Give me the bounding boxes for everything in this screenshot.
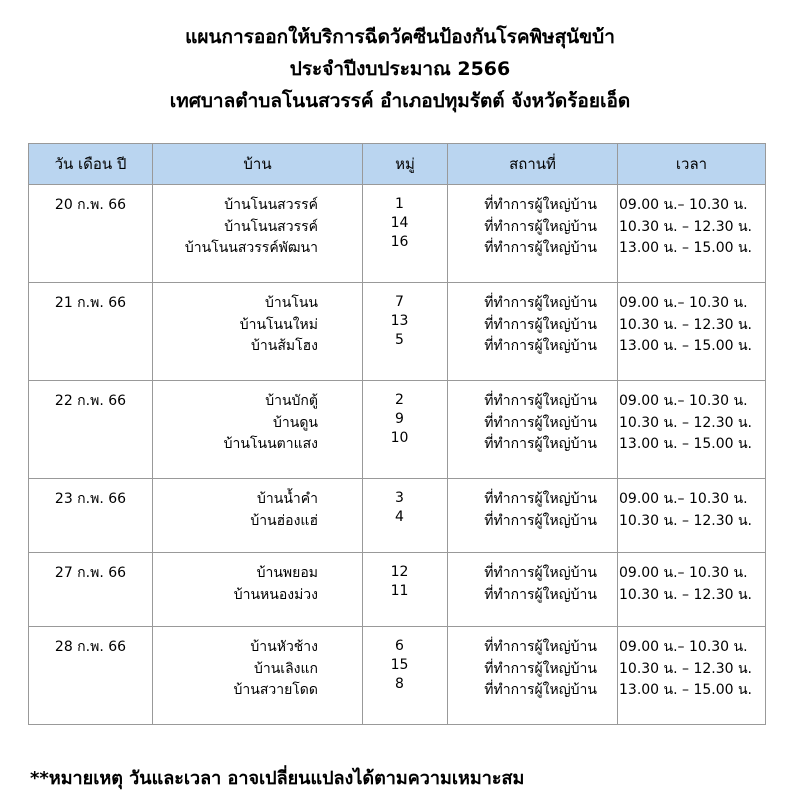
village-cell — [153, 185, 363, 283]
village-name: บ้านโนน — [265, 295, 318, 311]
moo-cell — [363, 479, 448, 553]
place-cell — [448, 381, 618, 479]
moo-number: 3 — [395, 490, 404, 506]
document-title: แผนการออกให้บริการฉีดวัคซีนป้องกันโรคพิษสุนัขบ้า — [185, 26, 615, 48]
place-name: ที่ทำการผู้ใหญ่บ้าน — [484, 639, 597, 655]
moo-number: 15 — [390, 657, 409, 673]
header-moo: หมู่ — [363, 144, 448, 185]
place-name: ที่ทำการผู้ใหญ่บ้าน — [484, 240, 597, 256]
village-name: บ้านหัวช้าง — [250, 639, 318, 655]
moo-number: 1 — [395, 196, 404, 212]
village-name: บ้านโนนตาแสง — [223, 436, 318, 452]
table-row — [29, 479, 766, 553]
time-range: 09.00 น.– 10.30 น. — [619, 197, 748, 213]
moo-number: 6 — [395, 638, 404, 654]
village-name: บ้านบักตู้ — [265, 393, 318, 409]
village-name: บ้านส้มโฮง — [251, 338, 318, 354]
date-text: 23 ก.พ. 66 — [54, 491, 127, 507]
time-range: 10.30 น. – 12.30 น. — [619, 414, 752, 431]
date-cell — [29, 381, 153, 479]
village-cell — [153, 381, 363, 479]
village-cell — [153, 627, 363, 725]
village-name: บ้านโนนสวรรค์ — [224, 218, 318, 235]
header-time: เวลา — [618, 144, 766, 185]
time-range: 10.30 น. – 12.30 น. — [619, 660, 752, 677]
table-row — [29, 553, 766, 627]
time-range: 09.00 น.– 10.30 น. — [619, 295, 748, 311]
time-range: 10.30 น. – 12.30 น. — [619, 586, 752, 603]
place-name: ที่ทำการผู้ใหญ่บ้าน — [484, 491, 597, 507]
date-cell — [29, 283, 153, 381]
village-name: บ้านน้ำคำ — [257, 491, 318, 507]
time-range: 09.00 น.– 10.30 น. — [619, 639, 748, 655]
village-name: บ้านฮ่องแฮ่ — [250, 512, 318, 529]
village-name: บ้านสวายโดด — [233, 682, 318, 698]
village-name: บ้านโนนสวรรค์ — [224, 197, 318, 213]
time-range: 13.00 น. – 15.00 น. — [619, 338, 752, 354]
table-row — [29, 381, 766, 479]
village-cell — [153, 283, 363, 381]
date-text: 22 ก.พ. 66 — [54, 393, 127, 409]
moo-cell — [363, 283, 448, 381]
moo-number: 11 — [390, 583, 409, 599]
remark-note: **หมายเหตุ วันและเวลา อาจเปลี่ยนแปลงได้ตามความเหมาะสม — [30, 768, 525, 789]
place-name: ที่ทำการผู้ใหญ่บ้าน — [484, 512, 597, 529]
date-cell — [29, 479, 153, 553]
moo-number: 13 — [390, 313, 409, 329]
date-text: 21 ก.พ. 66 — [54, 295, 127, 311]
village-cell — [153, 553, 363, 627]
place-name: ที่ทำการผู้ใหญ่บ้าน — [484, 414, 597, 431]
moo-number: 8 — [395, 676, 404, 692]
schedule-table — [28, 143, 766, 725]
time-range: 13.00 น. – 15.00 น. — [619, 436, 752, 452]
municipality-line: เทศบาลตำบลโนนสวรรค์ อำเภอปทุมรัตต์ จังหวัดร้อยเอ็ด — [169, 90, 631, 112]
time-cell — [618, 283, 766, 381]
time-range: 10.30 น. – 12.30 น. — [619, 218, 752, 235]
village-name: บ้านเลิงแก — [253, 660, 318, 677]
time-cell — [618, 479, 766, 553]
village-name: บ้านดูน — [273, 414, 318, 431]
moo-number: 5 — [395, 332, 404, 348]
place-name: ที่ทำการผู้ใหญ่บ้าน — [484, 338, 597, 354]
village-name: บ้านหนองม่วง — [233, 586, 318, 603]
fiscal-year-line: ประจำปีงบประมาณ 2566 — [289, 58, 511, 80]
time-range: 10.30 น. – 12.30 น. — [619, 512, 752, 529]
moo-number: 9 — [395, 411, 404, 427]
moo-cell — [363, 185, 448, 283]
village-name: บ้านโนนใหม่ — [239, 316, 318, 333]
place-name: ที่ทำการผู้ใหญ่บ้าน — [484, 295, 597, 311]
time-range: 09.00 น.– 10.30 น. — [619, 491, 748, 507]
place-name: ที่ทำการผู้ใหญ่บ้าน — [484, 218, 597, 235]
moo-number: 14 — [390, 215, 409, 231]
time-range: 13.00 น. – 15.00 น. — [619, 240, 752, 256]
village-cell — [153, 479, 363, 553]
moo-cell — [363, 381, 448, 479]
header-date: วัน เดือน ปี — [29, 144, 153, 185]
village-name: บ้านโนนสวรรค์พัฒนา — [184, 240, 318, 256]
header-place: สถานที่ — [448, 144, 618, 185]
moo-number: 7 — [395, 294, 404, 310]
date-cell — [29, 185, 153, 283]
header-village: บ้าน — [153, 144, 363, 185]
table-row — [29, 185, 766, 283]
time-cell — [618, 185, 766, 283]
date-cell — [29, 627, 153, 725]
place-cell — [448, 627, 618, 725]
time-range: 09.00 น.– 10.30 น. — [619, 393, 748, 409]
place-name: ที่ทำการผู้ใหญ่บ้าน — [484, 197, 597, 213]
moo-number: 16 — [390, 234, 409, 250]
place-name: ที่ทำการผู้ใหญ่บ้าน — [484, 316, 597, 333]
place-cell — [448, 283, 618, 381]
time-cell — [618, 553, 766, 627]
moo-number: 12 — [390, 564, 409, 580]
moo-number: 4 — [395, 509, 404, 525]
date-cell — [29, 553, 153, 627]
moo-cell — [363, 627, 448, 725]
place-name: ที่ทำการผู้ใหญ่บ้าน — [484, 565, 597, 581]
date-text: 27 ก.พ. 66 — [54, 565, 127, 581]
place-cell — [448, 553, 618, 627]
moo-number: 2 — [395, 392, 404, 408]
place-name: ที่ทำการผู้ใหญ่บ้าน — [484, 393, 597, 409]
place-name: ที่ทำการผู้ใหญ่บ้าน — [484, 660, 597, 677]
date-text: 28 ก.พ. 66 — [54, 639, 127, 655]
table-header-row — [29, 144, 766, 185]
place-name: ที่ทำการผู้ใหญ่บ้าน — [484, 436, 597, 452]
time-range: 09.00 น.– 10.30 น. — [619, 565, 748, 581]
place-name: ที่ทำการผู้ใหญ่บ้าน — [484, 682, 597, 698]
table-row — [29, 283, 766, 381]
village-name: บ้านพยอม — [256, 565, 318, 581]
time-range: 13.00 น. – 15.00 น. — [619, 682, 752, 698]
date-text: 20 ก.พ. 66 — [54, 197, 127, 213]
moo-cell — [363, 553, 448, 627]
place-cell — [448, 185, 618, 283]
place-cell — [448, 479, 618, 553]
time-range: 10.30 น. – 12.30 น. — [619, 316, 752, 333]
place-name: ที่ทำการผู้ใหญ่บ้าน — [484, 586, 597, 603]
time-cell — [618, 381, 766, 479]
table-row — [29, 627, 766, 725]
moo-number: 10 — [390, 430, 409, 446]
time-cell — [618, 627, 766, 725]
